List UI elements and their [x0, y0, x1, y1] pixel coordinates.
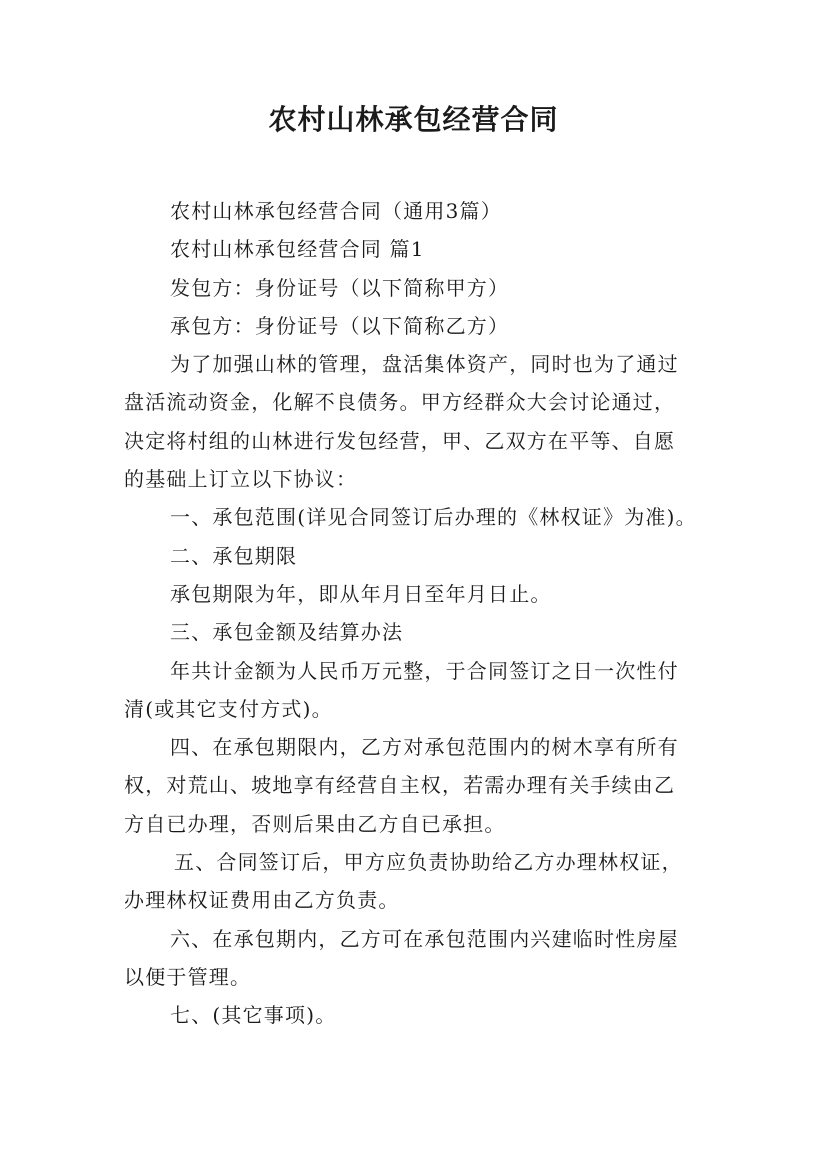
- doc-line-8: 的基础上订立以下协议：: [124, 467, 358, 492]
- doc-line-21: 以便于管理。: [124, 964, 252, 989]
- document-body: [124, 192, 714, 1035]
- doc-line-1: 农村山林承包经营合同（通用3篇）: [170, 199, 502, 223]
- doc-line-19: 办理林权证费用由乙方负责。: [124, 888, 400, 913]
- doc-line-13: 年共计金额为人民币万元整，于合同签订之日一次性付: [170, 658, 679, 683]
- doc-line-12: 三、承包金额及结算办法: [170, 620, 404, 645]
- doc-line-15: 四、在承包期限内，乙方对承包范围内的树木享有所有: [170, 735, 679, 760]
- doc-line-3: 发包方：身份证号（以下简称甲方）: [170, 275, 510, 300]
- doc-line-6: 盘活流动资金，化解不良债务。甲方经群众大会讨论通过，: [124, 390, 676, 415]
- doc-line-16: 权，对荒山、坡地享有经营自主权，若需办理有关手续由乙: [124, 773, 676, 798]
- doc-line-18: 五、合同签订后，甲方应负责协助给乙方办理林权证，: [174, 850, 683, 875]
- doc-line-5: 为了加强山林的管理，盘活集体资产，同时也为了通过: [170, 352, 679, 377]
- doc-line-22: 七、(其它事项)。: [170, 1003, 337, 1028]
- doc-line-7: 决定将村组的山林进行发包经营，甲、乙双方在平等、自愿: [124, 428, 676, 453]
- doc-line-10: 二、承包期限: [170, 543, 298, 568]
- doc-line-4: 承包方：身份证号（以下简称乙方）: [170, 313, 510, 338]
- doc-line-14: 清(或其它支付方式)。: [124, 696, 333, 721]
- doc-line-11: 承包期限为年，即从年月日至年月日止。: [170, 581, 552, 606]
- doc-line-9: 一、承包范围(详见合同签订后办理的《林权证》为准)。: [170, 505, 697, 530]
- document-title: 农村山林承包经营合同: [268, 103, 559, 136]
- doc-line-17: 方自已办理，否则后果由乙方自已承担。: [124, 811, 506, 836]
- doc-line-20: 六、在承包期内，乙方可在承包范围内兴建临时性房屋: [170, 926, 679, 951]
- doc-line-2: 农村山林承包经营合同 篇1: [170, 237, 425, 262]
